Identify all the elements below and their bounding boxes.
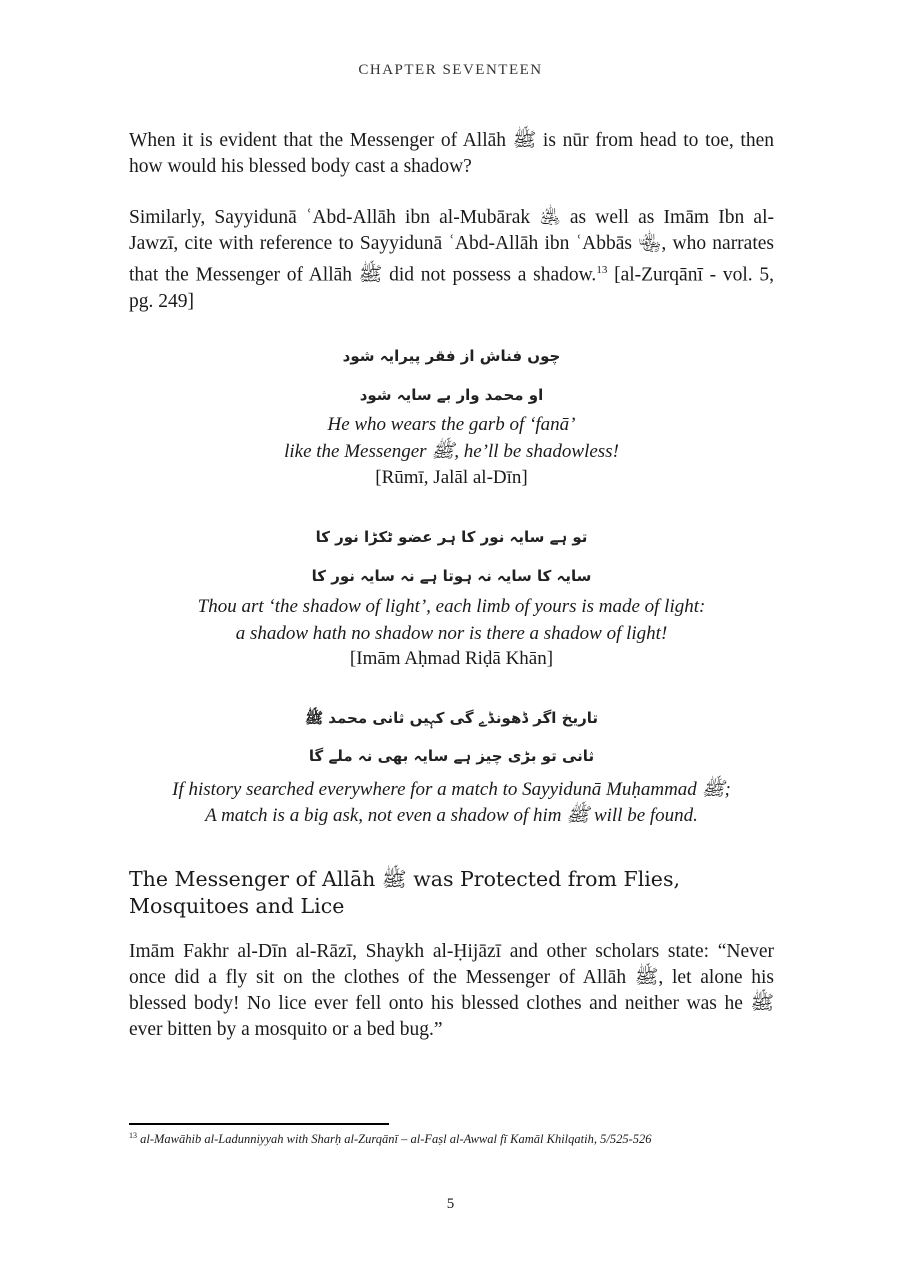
page-number: 5: [446, 1196, 455, 1212]
poem-3-english-line-2: A match is a big ask, not even a shadow of him ﷺ will be found.: [205, 805, 698, 826]
poem-1-urdu-line-2: او محمد وار بے سایہ شود: [359, 386, 544, 404]
paragraph-shadow-text: Similarly, Sayyidunā ʿAbd-Allāh ibn al-Mubārak ﵁ as well as Imām Ibn al-Jawzī, cite with reference to Sayyidunā ʿAbd-Allāh ibn ʿAbbās ﵄, who narrates that the Messenger of Allāh ﷺ did not possess a shadow.: [129, 207, 774, 286]
footnote-divider: [129, 1123, 389, 1125]
section-body: Imām Fakhr al-Dīn al-Rāzī, Shaykh al-Ḥijāzī and other scholars state: “Never once did a fly sit on the clothes of the Messenger of Allāh ﷺ, let alone his blessed body! No lice ever fell onto his blessed clothes and neither was he ﷺ ever bitten by a mosquito or a bed bug.”: [129, 941, 774, 1040]
paragraph-nur: When it is evident that the Messenger of Allāh ﷺ is nūr from head to toe, then how would his blessed body cast a shadow?: [129, 130, 775, 177]
running-header: CHAPTER SEVENTEEN: [358, 62, 543, 78]
poem-1-english-line-2: like the Messenger ﷺ, he’ll be shadowless!: [284, 441, 619, 462]
poem-2-attribution: [Imām Aḥmad Riḍā Khān]: [349, 648, 554, 669]
section-heading: The Messenger of Allāh ﷺ was Protected from Flies, Mosquitoes and Lice: [129, 867, 680, 918]
poem-1-urdu-line-1: چوں فناش از فقر پیرایہ شود: [342, 347, 561, 365]
poem-2-english-line-1: Thou art ‘the shadow of light’, each limb of yours is made of light:: [197, 596, 706, 617]
poem-2-urdu-line-2: سایہ کا سایہ نہ ہوتا ہے نہ سایہ نور کا: [311, 567, 592, 585]
poem-3-english-line-1: If history searched everywhere for a match to Sayyidunā Muḥammad ﷺ;: [172, 779, 731, 800]
paragraph-shadow-narration: [129, 205, 774, 315]
poem-3-urdu-line-2: ثانی تو بڑی چیز ہے سایہ بھی نہ ملے گا: [308, 747, 595, 765]
poem-3-urdu-line-1: تاریخ اگر ڈھونڈے گی کہیں ثانی محمد ﷺ: [304, 709, 599, 727]
poem-2-english-line-2: a shadow hath no shadow nor is there a shadow of light!: [235, 623, 668, 644]
footnote-text: al-Mawāhib al-Ladunniyyah with Sharḥ al-Zurqānī – al-Faṣl al-Awwal fī Kamāl Khilqatih, 5/525-526: [140, 1132, 652, 1147]
poem-1-attribution: [Rūmī, Jalāl al-Dīn]: [375, 467, 528, 488]
footnote-ref: 13: [596, 264, 608, 276]
footnote: [129, 1131, 789, 1147]
poem-1-english-line-1: He who wears the garb of ‘fanā’: [327, 414, 576, 435]
poem-2-urdu-line-1: تو ہے سایہ نور کا ہر عضو ٹکڑا نور کا: [315, 528, 588, 546]
citation: [al-Zurqānī - vol. 5, pg. 249]: [129, 264, 775, 312]
footnote-number: 13: [129, 1131, 137, 1140]
